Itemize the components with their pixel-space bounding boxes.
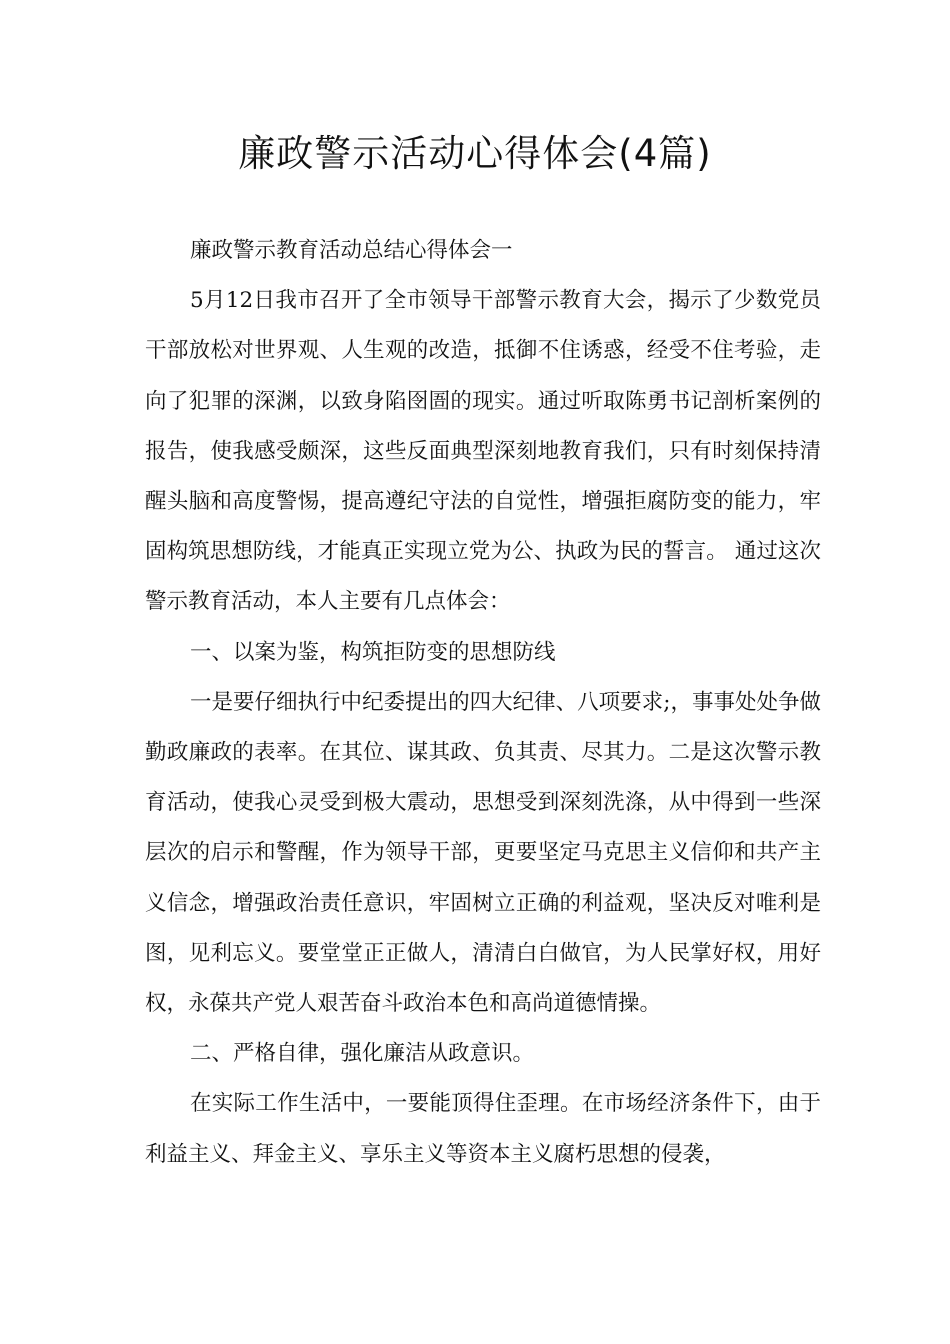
body-paragraph: 一是要仔细执行中纪委提出的四大纪律、八项要求;，事事处处争做勤政廉政的表率。在其位、谋其政、负其责、尽其力。二是这次警示教育活动，使我心灵受到极大震动，思想受到深刻洗涤，从中得到一些深层次的启示和警醒，作为领导干部，更要坚定马克思主义信仰和共产主义信念，增强政治责任意识，牢固树立正确的利益观，坚决反对唯利是图，见利忘义。要堂堂正正做人，清清白白做官，为人民掌好权，用好权，永葆共产党人艰苦奋斗政治本色和高尚道德情操。 — [145, 689, 821, 1017]
document-body — [145, 226, 821, 1180]
body-paragraph: 在实际工作生活中，一要能顶得住歪理。在市场经济条件下，由于利益主义、拜金主义、享乐主义等资本主义腐朽思想的侵袭， — [145, 1091, 821, 1167]
body-paragraph: 5月12日我市召开了全市领导干部警示教育大会，揭示了少数党员干部放松对世界观、人生观的改造，抵御不住诱惑，经受不住考验，走向了犯罪的深渊，以致身陷囹圄的现实。通过听取陈勇书记剖析案例的报告，使我感受颇深，这些反面典型深刻地教育我们，只有时刻保持清醒头脑和高度警惕，提高遵纪守法的自觉性，增强拒腐防变的能力，牢固构筑思想防线，才能真正实现立党为公、执政为民的誓言。 通过这次警示教育活动，本人主要有几点体会： — [145, 288, 821, 615]
section-heading: 廉政警示教育活动总结心得体会一 — [190, 238, 513, 263]
section-heading: 二、严格自律，强化廉洁从政意识。 — [190, 1041, 535, 1067]
document-title: 廉政警示活动心得体会(4篇) — [238, 132, 712, 175]
section-heading: 一、以案为鉴，构筑拒防变的思想防线 — [190, 639, 556, 665]
